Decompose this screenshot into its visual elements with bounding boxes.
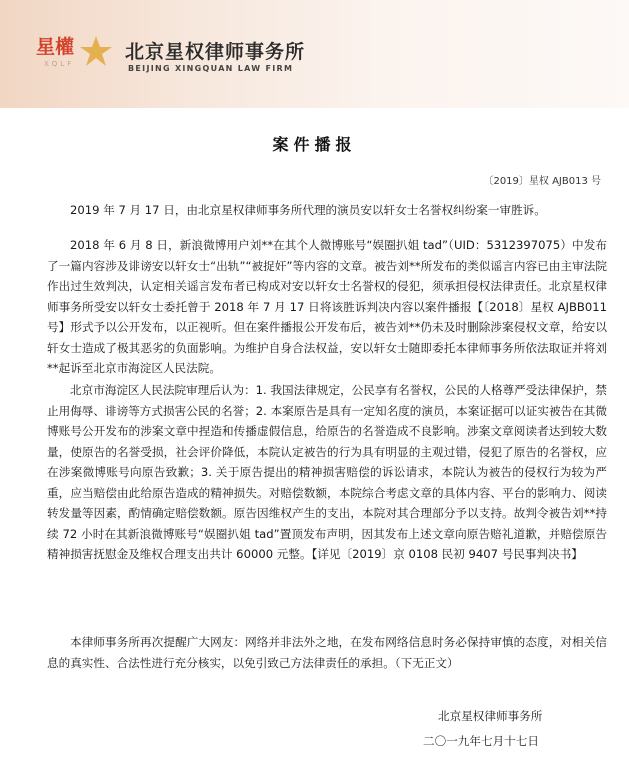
signature-firm: 北京星权律师事务所: [438, 709, 543, 723]
firm-name-chinese: 北京星权律师事务所: [125, 41, 306, 63]
letterhead-banner: [0, 0, 629, 108]
document-title: 案件播报: [272, 135, 357, 154]
paragraph-reminder: 本律师事务所再次提醒广大网友：网络并非法外之地，在发布网络信息时务必保持审慎的态度，对相关信息的真实性、合法性进行充分核实，以免引致己方法律责任的承担。（下无正文）: [47, 635, 607, 670]
logo-text: 星權: [36, 36, 75, 58]
signature-date: 二〇一九年七月十七日: [423, 734, 539, 748]
paragraph-court-ruling: 北京市海淀区人民法院审理后认为：1. 我国法律规定，公民享有名誉权，公民的人格尊严受法律保护，禁止用侮辱、诽谤等方式损害公民的名誉；2. 本案原告是具有一定知名度的演员，本案证据可以证实被告在其微博账号公开发布的涉案文章中捏造和传播虚假信息，给原告的名誉造成不良影响。涉案文章阅读者达到较大数量，使原告的名誉受损，社会评价降低，本院认定被告的行为具有明显的主观过错，侵犯了原告的名誉权，应在涉案微博账号向原告致歉；3. 关于原告提出的精神损害赔偿的诉讼请求，本院认为被告的侵权行为较为严重，应当赔偿由此给原告造成的精神损失。对赔偿数额，本院综合考虑文章的具体内容、平台的影响力、阅读转发量等因素，酌情确定赔偿数额。原告因维权产生的支出，本院对其合理部分予以支持。故判令被告刘**持续 72 小时在其新浪微博账号“娱圈扒姐 tad”置顶发布声明，因其发布上述文章向原告赔礼道歉，并赔偿原告精神损害抚慰金及维权合理支出共计 60000 元整。【详见〔2019〕京 0108 民初 9407 号民事判决书】: [47, 383, 607, 561]
case-number: 〔2019〕星权 AJB013 号: [483, 176, 601, 187]
paragraph-background: 2018 年 6 月 8 日，新浪微博用户刘**在其个人微博账号“娱圈扒姐 tad”（UID：5312397075）中发布了一篇内容涉及诽谤安以轩女士“出轨”“被捉奸”等内容的文章。被告刘**所发布的类似谣言内容已由主审法院作出过生效判决，认定相关谣言发布者已构成对安以轩女士名誉权的侵犯，须承担侵权法律责任。北京星权律师事务所受安以轩女士委托曾于 2018 年 7 月 17 日将该胜诉判决内容以案件播报【〔2018〕星权 AJBB011 号】形式予以公开发布，以正视听。但在案件播报公开发布后，被告刘**仍未及时删除涉案侵权文章，给安以轩女士造成了极其恶劣的负面影响。为维护自身合法权益，安以轩女士随即委托本律师事务所依法取证并将刘**起诉至北京市海淀区人民法院。: [47, 238, 607, 375]
paragraph-intro: 2019 年 7 月 17 日，由北京星权律师事务所代理的演员安以轩女士名誉权纠纷案一审胜诉。: [70, 203, 546, 217]
logo-abbreviation: XQLF: [44, 60, 75, 68]
firm-name-english: BEIJING XINGQUAN LAW FIRM: [128, 64, 294, 73]
